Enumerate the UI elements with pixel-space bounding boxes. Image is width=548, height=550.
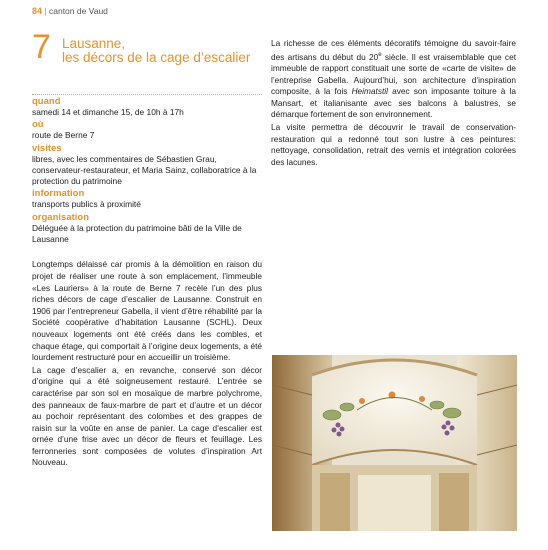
- entry-title: [62, 37, 250, 65]
- right-column: [271, 38, 516, 169]
- page-number: 84: [32, 6, 43, 16]
- running-head: [32, 6, 108, 16]
- paragraph: La visite permettra de découvrir le travail de conservation-restauration qui a redonné tout son lustre à ces peintures: nettoyage, consolidation, retrait des vernis et intégration colorées des lacunes.: [271, 121, 516, 167]
- entry-title-line2: les décors de la cage d’escalier: [62, 50, 251, 65]
- paragraph: La cage d’escalier a, en revanche, conservé son décor d’origine qui a été soigneusement restauré. L’entrée se caractérise par son sol en mosaïque de marbre polychrome, des panneaux de faux-marbre de part et d’autre et un décor au pochoir représentant des colombes et des grappes de raisin sur la voûte en anse de panier. La cage d’escalier est ornée d’une frise avec un décor de fleurs et feuillage. Les ferronneries sont composées de volutes d’inspiration Art Nouveau.: [32, 364, 262, 468]
- entry-number: 7: [32, 28, 51, 66]
- where-label: où: [32, 119, 44, 131]
- stairwell-ceiling-image: [272, 355, 517, 531]
- left-column: [32, 28, 262, 470]
- info-block: [32, 94, 262, 245]
- when-value: samedi 14 et dimanche 15, de 10h à 17h: [32, 107, 184, 117]
- visits-label: visites: [32, 142, 62, 154]
- paragraph: La richesse de ces éléments décoratifs témoigne du savoir-faire des artisans du début du 20e siècle. Il est vraisemblable que cet immeuble de rapport constituait une sorte de «carte de visite» de l’entreprise Gabella. Aujourd’hui, son architecture d’inspiration composite, à la fois Heimatstil avec son imposante toiture à la Mansart, et italianisante avec ses balcons à balustres, se démarque fortement de son environnement.: [271, 38, 516, 120]
- when-label: quand: [32, 96, 61, 107]
- body-text-right: [271, 38, 516, 168]
- information-label: information: [32, 188, 85, 200]
- organisation-label: organisation: [32, 211, 90, 223]
- separator: |: [44, 6, 47, 16]
- paragraph: Longtemps délaissé car promis à la démolition en raison du projet de réaliser une route à son emplacement, l’immeuble «Les Lauriers» à la route de Berne 7 recèle l’un des plus riches décors de cage d’escalier de Lausanne. Construit en 1906 par l’entrepreneur Gabella, il vient d’être réhabilité par la Société coopérative d’habitation Lausanne (SCHL). Deux nouveaux logements ont été créés dans les combles, et chaque étage, qui comportait à l’origine deux logements, a été lourdement restructuré pour en accueillir un troisième.: [32, 259, 262, 363]
- visits-value: libres, avec les commentaires de Sébastien Grau, conservateur-restaurateur, et Maria Sainz, collaboratrice à la protection du patrimoine: [32, 153, 257, 187]
- information-value: transports publics à proximité: [32, 199, 141, 210]
- where-value: route de Berne 7: [32, 130, 95, 141]
- body-text-left: [32, 259, 262, 469]
- organisation-value: Déléguée à la protection du patrimoine bâti de la Ville de Lausanne: [32, 222, 242, 245]
- stairwell-photo: [272, 355, 517, 531]
- info-divider: [32, 94, 262, 95]
- section-name: canton de Vaud: [48, 6, 108, 16]
- entry-heading: [32, 28, 262, 92]
- entry-title-line1: Lausanne,: [62, 36, 126, 51]
